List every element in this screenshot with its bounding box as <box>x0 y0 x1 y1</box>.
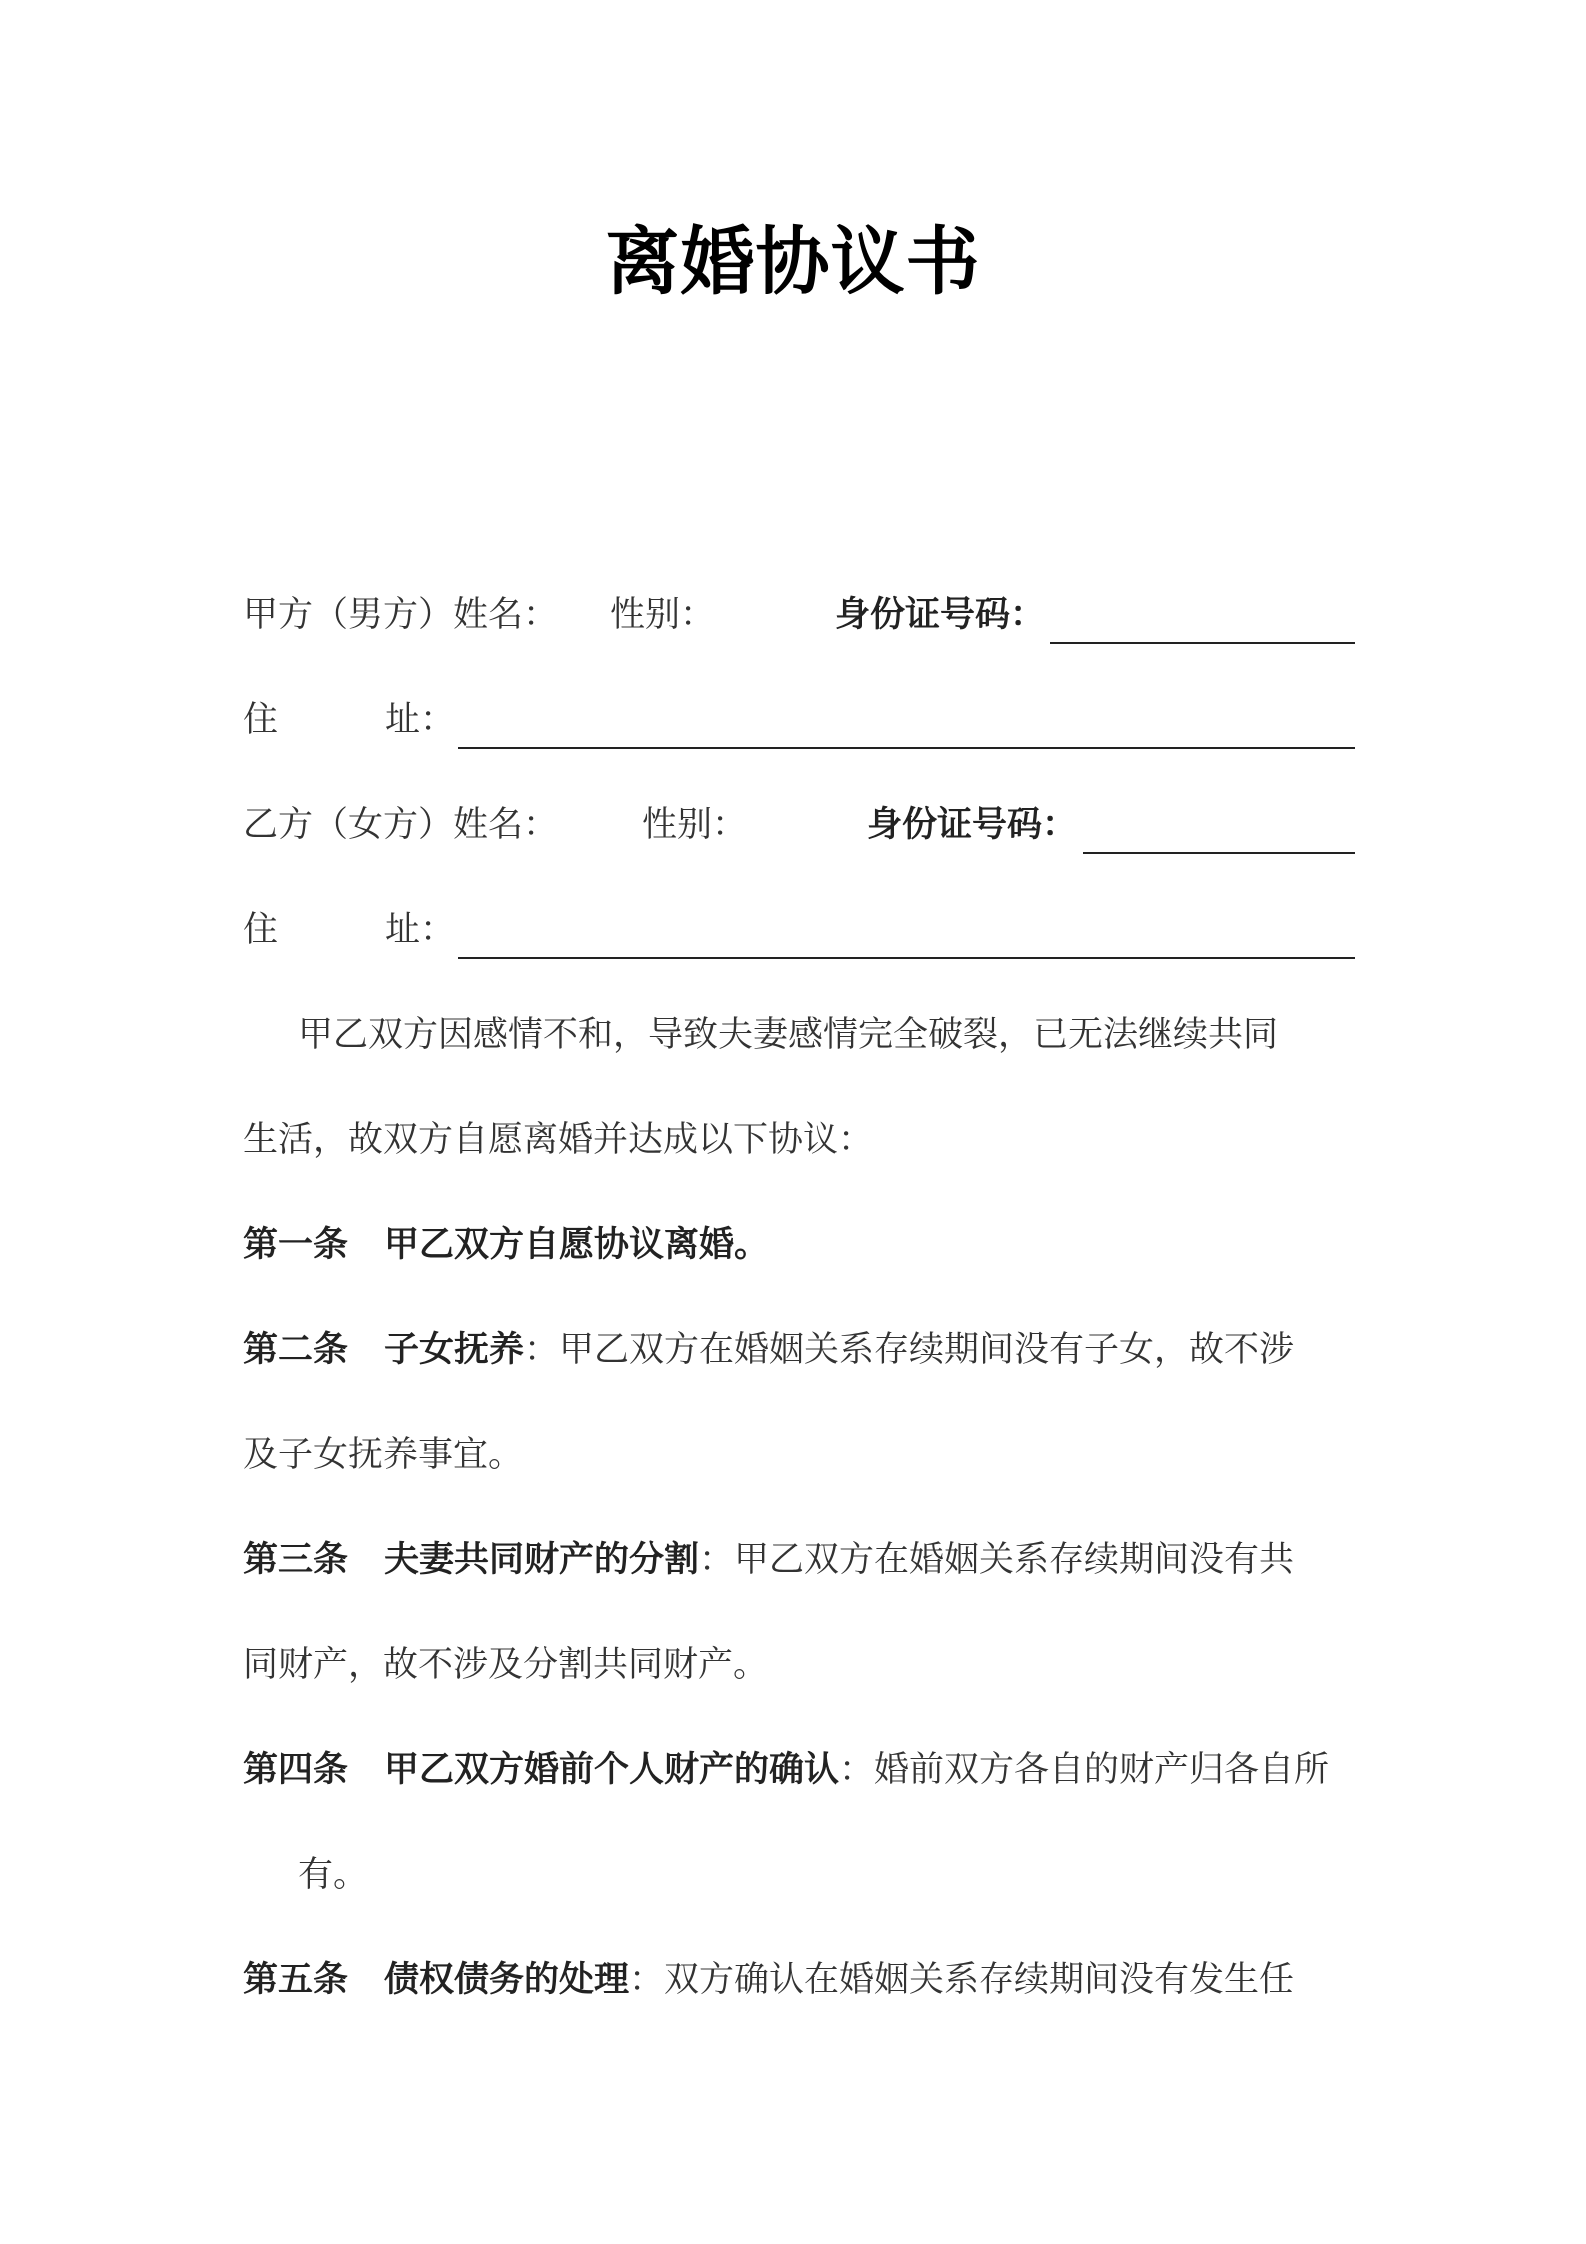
article-2-body-line-2: 及子女抚养事宜。 <box>243 1435 524 1475</box>
party-a-id-label: 身份证号码： <box>835 595 1046 635</box>
article-3-body-line-1: ：甲乙双方在婚姻关系存续期间没有共 <box>699 1540 1295 1580</box>
party-b-label: 乙方（女方） <box>243 805 454 845</box>
article-2-number: 第二条 <box>243 1330 349 1370</box>
party-a-label: 甲方（男方） <box>243 595 454 635</box>
article-3-body-line-2: 同财产，故不涉及分割共同财产。 <box>243 1645 769 1685</box>
preamble-line-2: 生活，故双方自愿离婚并达成以下协议： <box>243 1120 874 1160</box>
party-a-name-label: 姓名： <box>453 595 559 635</box>
article-2-heading: 子女抚养 <box>384 1330 525 1370</box>
party-b-gender-label: 性别： <box>642 805 748 845</box>
article-1 <box>243 1220 769 1270</box>
party-b-row <box>243 800 558 850</box>
article-5 <box>243 1955 1294 2005</box>
party-a-row <box>243 590 558 640</box>
party-a-address-char2: 址： <box>385 700 456 740</box>
article-3-heading: 夫妻共同财产的分割 <box>384 1540 700 1580</box>
document-title: 离婚协议书 <box>605 219 981 305</box>
article-4-body-line-1: ：婚前双方各自的财产归各自所 <box>839 1750 1330 1790</box>
article-4-heading: 甲乙双方婚前个人财产的确认 <box>384 1750 840 1790</box>
preamble-line-1: 甲乙双方因感情不和，导致夫妻感情完全破裂，已无法继续共同 <box>298 1015 1279 1055</box>
party-a-address-char1: 住 <box>243 700 279 740</box>
article-1-number: 第一条 <box>243 1225 349 1265</box>
article-2 <box>243 1325 1294 1375</box>
article-4 <box>243 1745 1329 1795</box>
article-4-body-line-2: 有。 <box>298 1855 369 1895</box>
article-3 <box>243 1535 1294 1585</box>
article-1-heading: 甲乙双方自愿协议离婚。 <box>384 1225 770 1265</box>
article-2-body-line-1: ：甲乙双方在婚姻关系存续期间没有子女，故不涉 <box>524 1330 1295 1370</box>
party-b-address-field[interactable] <box>458 957 1355 959</box>
party-a-gender-label: 性别： <box>610 595 716 635</box>
article-5-body-line-1: ：双方确认在婚姻关系存续期间没有发生任 <box>629 1960 1295 2000</box>
party-b-id-label: 身份证号码： <box>867 805 1078 845</box>
article-5-number: 第五条 <box>243 1960 349 2000</box>
party-a-id-field[interactable] <box>1050 642 1355 644</box>
article-5-heading: 债权债务的处理 <box>384 1960 630 2000</box>
party-b-address-char2: 址： <box>385 910 456 950</box>
article-3-number: 第三条 <box>243 1540 349 1580</box>
party-b-address-char1: 住 <box>243 910 279 950</box>
party-b-name-label: 姓名： <box>453 805 559 845</box>
party-a-address-field[interactable] <box>458 747 1355 749</box>
article-4-number: 第四条 <box>243 1750 349 1790</box>
party-b-id-field[interactable] <box>1083 852 1355 854</box>
